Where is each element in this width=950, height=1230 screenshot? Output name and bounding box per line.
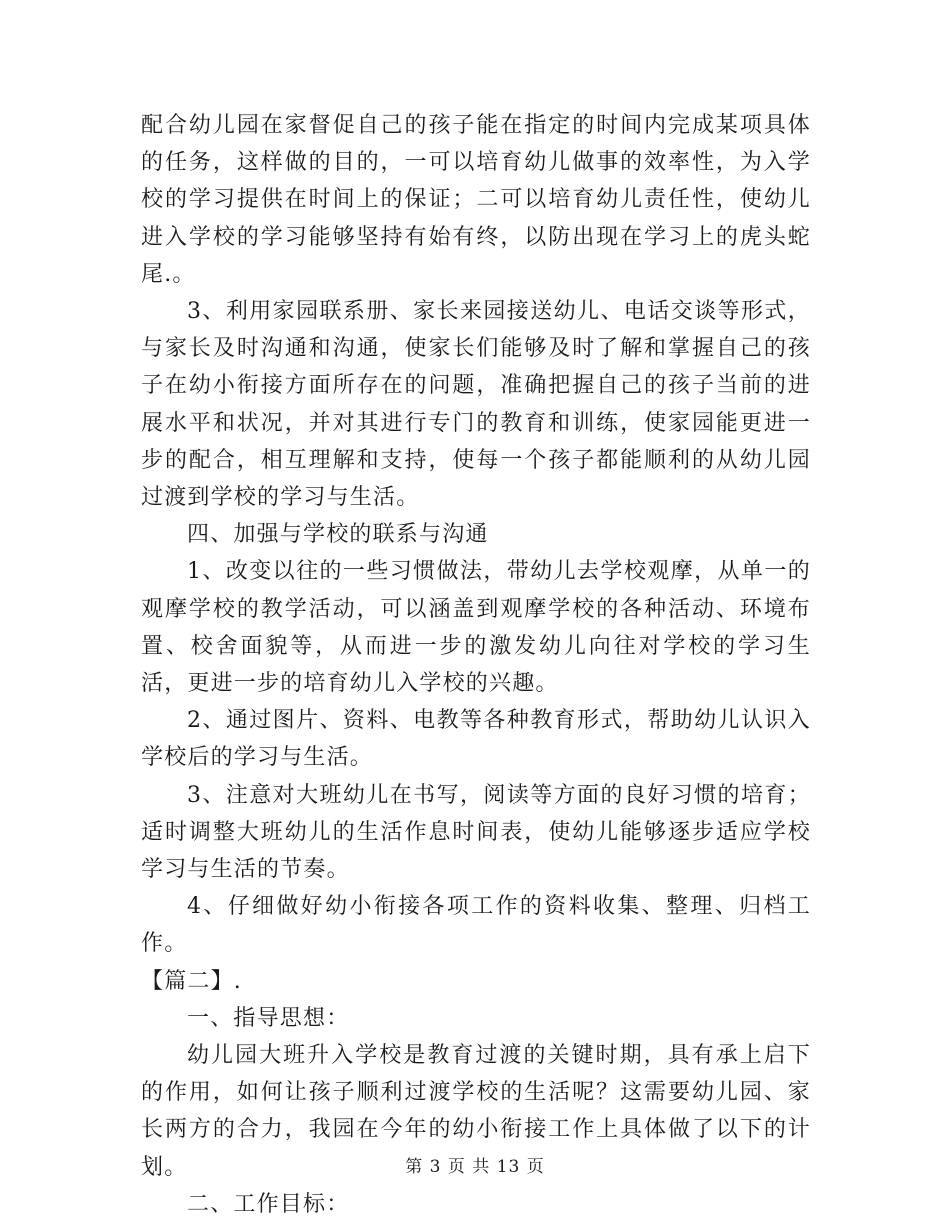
paragraph-item-2-media: 2、通过图片、资料、电教等各种教育形式，帮助幼儿认识入学校后的学习与生活。 [141, 708, 811, 771]
page-number-footer: 第 3 页 共 13 页 [405, 1157, 545, 1177]
section-heading-school-contact: 四、加强与学校的联系与沟通 [187, 522, 489, 548]
paragraph-continuation: 配合幼儿园在家督促自己的孩子能在指定的时间内完成某项具体的任务，这样做的目的，一可以培育幼儿做事的效率性，为入学校的学习提供在时间上的保证；二可以培育幼儿责任性，使幼儿进入学校的学习能够坚持有始有终，以防出现在学习上的虎头蛇尾.。 [141, 113, 811, 287]
paragraph-item-1-visit: 1、改变以往的一些习惯做法，带幼儿去学校观摩，从单一的观摩学校的教学活动，可以涵盖到观摩学校的各种活动、环境布置、校舍面貌等，从而进一步的激发幼儿向往对学校的学习生活，更进一步的培育幼儿入学校的兴趣。 [141, 559, 811, 697]
paragraph-guiding-idea: 幼儿园大班升入学校是教育过渡的关键时期，具有承上启下的作用，如何让孩子顺利过渡学校的生活呢？这需要幼儿园、家长两方的合力，我园在今年的幼小衔接工作上具体做了以下的计划。 [141, 1043, 811, 1180]
section-label-part-two: 【篇二】. [141, 968, 242, 994]
section-heading-work-goals: 二、工作目标： [187, 1191, 350, 1217]
paragraph-item-3-habits: 3、注意对大班幼儿在书写，阅读等方面的良好习惯的培育；适时调整大班幼儿的生活作息时间表，使幼儿能够逐步适应学校学习与生活的节奏。 [141, 782, 811, 883]
paragraph-item-3-home: 3、利用家园联系册、家长来园接送幼儿、电话交谈等形式，与家长及时沟通和沟通，使家长们能够及时了解和掌握自己的孩子在幼小衔接方面所存在的问题，准确把握自己的孩子当前的进展水平和状况，并对其进行专门的教育和训练，使家园能更进一步的配合，相互理解和支持，使每一个孩子都能顺利的从幼儿园过渡到学校的学习与生活。 [141, 299, 811, 511]
paragraph-item-4-archive: 4、仔细做好幼小衔接各项工作的资料收集、整理、归档工作。 [141, 894, 811, 957]
section-heading-guiding-idea: 一、指导思想： [187, 1005, 350, 1031]
document-body [141, 107, 811, 1223]
